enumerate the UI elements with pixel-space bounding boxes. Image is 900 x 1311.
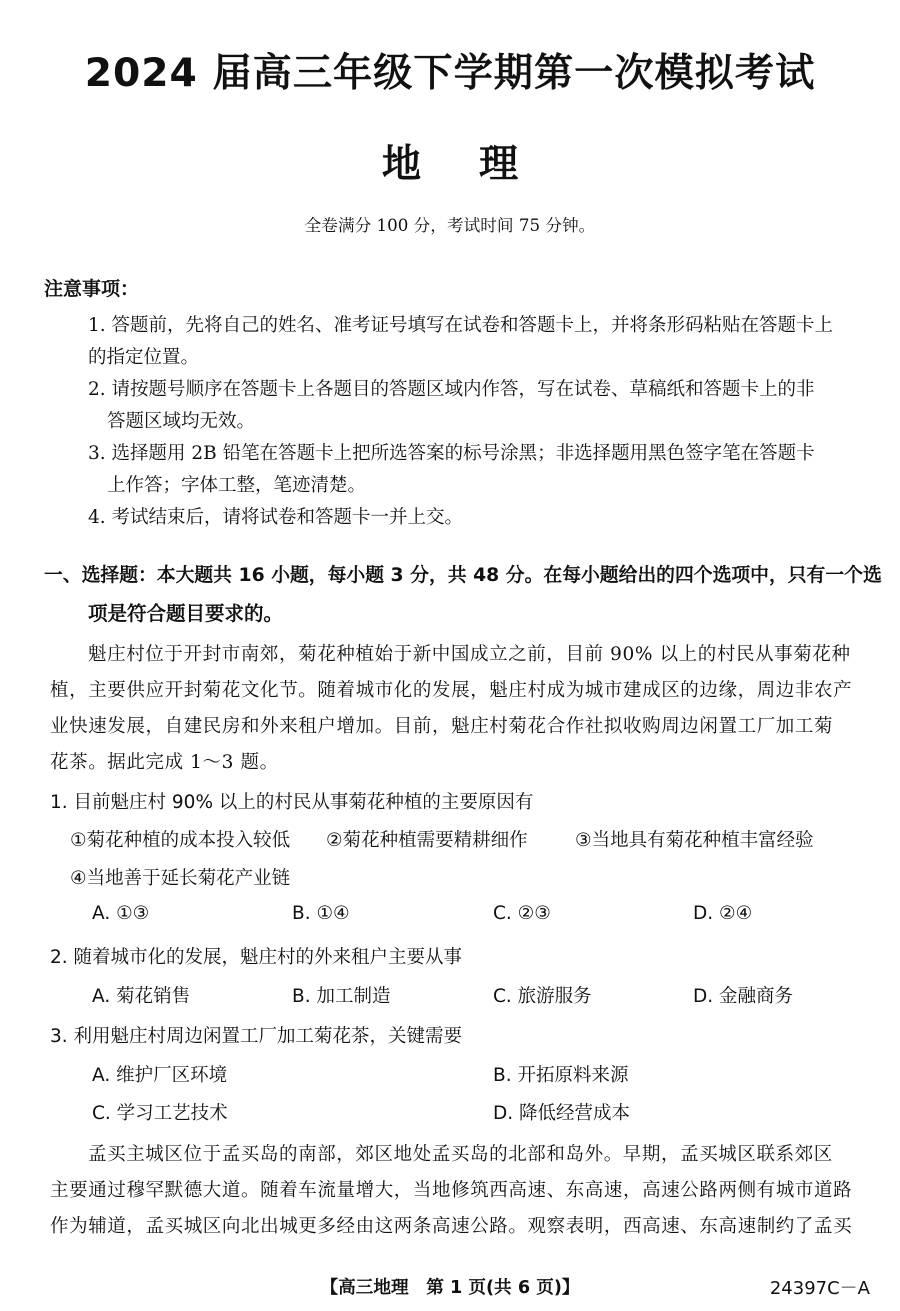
option-b: B. ①④ xyxy=(292,903,350,924)
statement: ②菊花种植需要精耕细作 xyxy=(326,830,528,851)
passage-line: 魁庄村位于开封市南郊，菊花种植始于新中国成立之前，目前 90% 以上的村民从事菊花种 xyxy=(88,644,851,665)
notice-line: 4. 考试结束后，请将试卷和答题卡一并上交。 xyxy=(88,507,464,528)
option-a: A. 维护厂区环境 xyxy=(92,1065,228,1086)
question-stem: 2. 随着城市化的发展，魁庄村的外来租户主要从事 xyxy=(50,947,463,968)
passage-line: 主要通过穆罕默德大道。随着车流量增大，当地修筑西高速、东高速，高速公路两侧有城市道路 xyxy=(50,1180,853,1201)
subject-title: 地理 xyxy=(381,142,577,187)
option-c: C. ②③ xyxy=(493,903,551,924)
notice-line: 1. 答题前，先将自己的姓名、准考证号填写在试卷和答题卡上，并将条形码粘贴在答题卡上 xyxy=(88,315,834,336)
section-heading: 一、选择题：本大题共 16 小题，每小题 3 分，共 48 分。在每小题给出的四个选项中，只有一个选 xyxy=(44,565,882,586)
option-b: B. 加工制造 xyxy=(292,986,391,1007)
option-c: C. 旅游服务 xyxy=(493,986,592,1007)
page-footer: 【高三地理 第 1 页(共 6 页)】 xyxy=(320,1278,580,1298)
question-stem: 3. 利用魁庄村周边闲置工厂加工菊花茶，关键需要 xyxy=(50,1026,463,1047)
passage-line: 业快速发展，自建民房和外来租户增加。目前，魁庄村菊花合作社拟收购周边闲置工厂加工菊 xyxy=(50,716,834,737)
notice-heading: 注意事项： xyxy=(44,278,140,300)
option-a: A. ①③ xyxy=(92,903,150,924)
passage-line: 植，主要供应开封菊花文化节。随着城市化的发展，魁庄村成为城市建成区的边缘，周边非农产 xyxy=(50,680,853,701)
section-heading-cont: 项是符合题目要求的。 xyxy=(88,602,284,625)
statement: ①菊花种植的成本投入较低 xyxy=(70,830,291,851)
option-d: D. 降低经营成本 xyxy=(493,1103,631,1124)
notice-line: 上作答；字体工整，笔迹清楚。 xyxy=(107,475,367,496)
option-a: A. 菊花销售 xyxy=(92,986,191,1007)
notice-line: 3. 选择题用 2B 铅笔在答题卡上把所选答案的标号涂黑；非选择题用黑色签字笔在答题卡 xyxy=(88,443,815,464)
exam-title: 2024 届高三年级下学期第一次模拟考试 xyxy=(84,51,816,96)
passage-line: 孟买主城区位于孟买岛的南部，郊区地处孟买岛的北部和岛外。早期，孟买城区联系郊区 xyxy=(88,1144,833,1165)
passage-line: 花茶。据此完成 1～3 题。 xyxy=(50,752,279,773)
notice-line: 2. 请按题号顺序在答题卡上各题目的答题区域内作答，写在试卷、草稿纸和答题卡上的非 xyxy=(88,379,815,400)
passage-line: 作为辅道，孟买城区向北出城更多经由这两条高速公路。观察表明，西高速、东高速制约了孟买 xyxy=(50,1216,853,1237)
statement: ③当地具有菊花种植丰富经验 xyxy=(575,830,814,851)
option-d: D. 金融商务 xyxy=(693,986,794,1007)
exam-meta: 全卷满分 100 分，考试时间 75 分钟。 xyxy=(304,216,596,235)
paper-code: 24397C－A xyxy=(769,1278,870,1299)
question-stem: 1. 目前魁庄村 90% 以上的村民从事菊花种植的主要原因有 xyxy=(50,792,534,813)
notice-line: 的指定位置。 xyxy=(88,347,200,368)
option-c: C. 学习工艺技术 xyxy=(92,1103,228,1124)
option-d: D. ②④ xyxy=(693,903,753,924)
statement: ④当地善于延长菊花产业链 xyxy=(70,868,291,889)
option-b: B. 开拓原料来源 xyxy=(493,1065,629,1086)
notice-line: 答题区域均无效。 xyxy=(107,411,256,432)
